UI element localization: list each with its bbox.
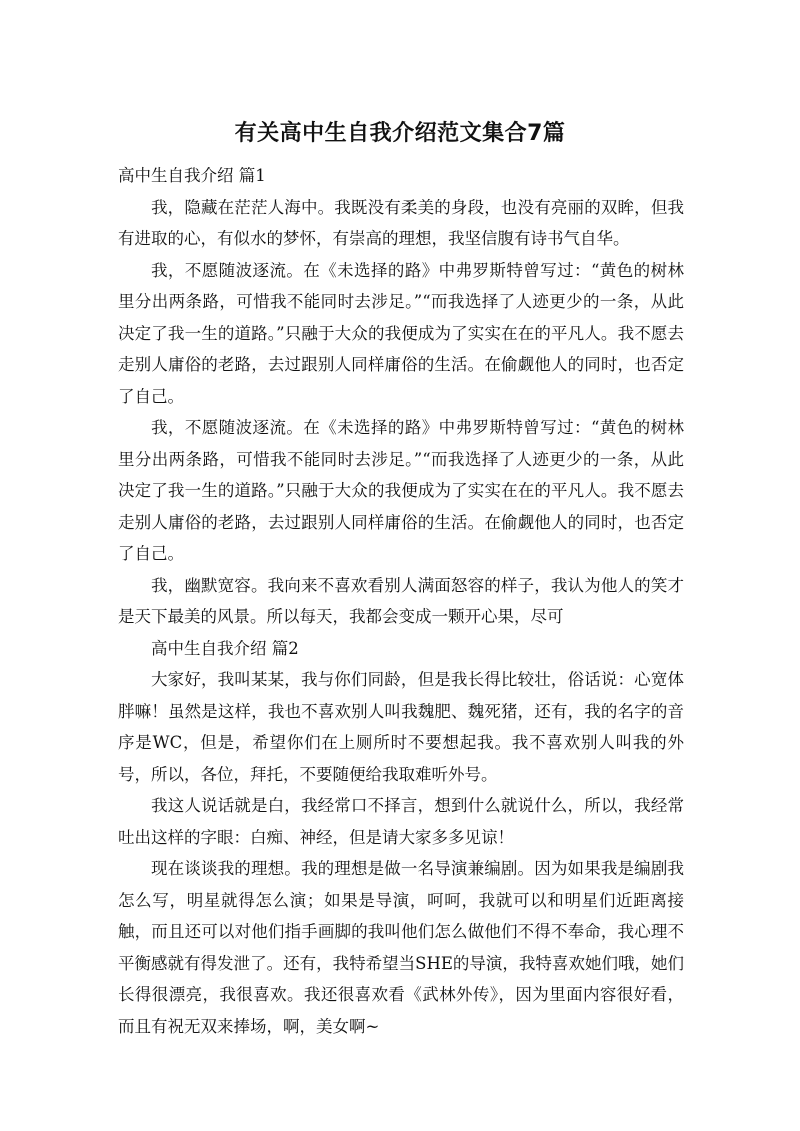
document-body — [118, 160, 684, 1042]
paragraph: 我，不愿随波逐流。在《未选择的路》中弗罗斯特曾写过：“黄色的树林里分出两条路，可惜我不能同时去涉足。”“而我选择了人迹更少的一条，从此决定了我一生的道路。”只融于大众的我便成为了实实在在的平凡人。我不愿去走别人庸俗的老路，去过跟别人同样庸俗的生活。在偷觑他人的同时，也否定了自己。 — [118, 260, 684, 406]
section-heading: 高中生自我介绍 篇2 — [151, 638, 299, 658]
paragraph: 我，隐藏在茫茫人海中。我既没有柔美的身段，也没有亮丽的双眸，但我有进取的心，有似水的梦怀，有崇高的理想，我坚信腹有诗书气自华。 — [118, 197, 684, 248]
paragraph: 我这人说话就是白，我经常口不择言，想到什么就说什么，所以，我经常吐出这样的字眼：白痴、神经，但是请大家多多见谅！ — [118, 796, 684, 847]
document-title: 有关高中生自我介绍范文集合7篇 — [234, 121, 566, 146]
paragraph: 我，幽默宽容。我向来不喜欢看别人满面怒容的样子，我认为他人的笑才是天下最美的风景。所以每天，我都会变成一颗开心果，尽可 — [118, 575, 684, 626]
paragraph: 现在谈谈我的理想。我的理想是做一名导演兼编剧。因为如果我是编剧我怎么写，明星就得怎么演；如果是导演，呵呵，我就可以和明星们近距离接触，而且还可以对他们指手画脚的我叫他们怎么做他们不得不奉命，我心理不平衡感就有得发泄了。还有，我特希望当SHE的导演，我特喜欢她们哦，她们长得很漂亮，我很喜欢。我还很喜欢看《武林外传》，因为里面内容很好看，而且有祝无双来捧场，啊，美女啊~ — [118, 859, 684, 1036]
section-heading: 高中生自我介绍 篇1 — [118, 166, 266, 185]
paragraph: 我，不愿随波逐流。在《未选择的路》中弗罗斯特曾写过：“黄色的树林里分出两条路，可惜我不能同时去涉足。”“而我选择了人迹更少的一条，从此决定了我一生的道路。”只融于大众的我便成为了实实在在的平凡人。我不愿去走别人庸俗的老路，去过跟别人同样庸俗的生活。在偷觑他人的同时，也否定了自己。 — [118, 418, 684, 563]
paragraph: 大家好，我叫某某，我与你们同龄，但是我长得比较壮，俗话说：心宽体胖嘛！虽然是这样，我也不喜欢别人叫我魏肥、魏死猪，还有，我的名字的音序是WC，但是，希望你们在上厕所时不要想起我。我不喜欢别人叫我的外号，所以，各位，拜托，不要随便给我取难听外号。 — [118, 670, 684, 784]
